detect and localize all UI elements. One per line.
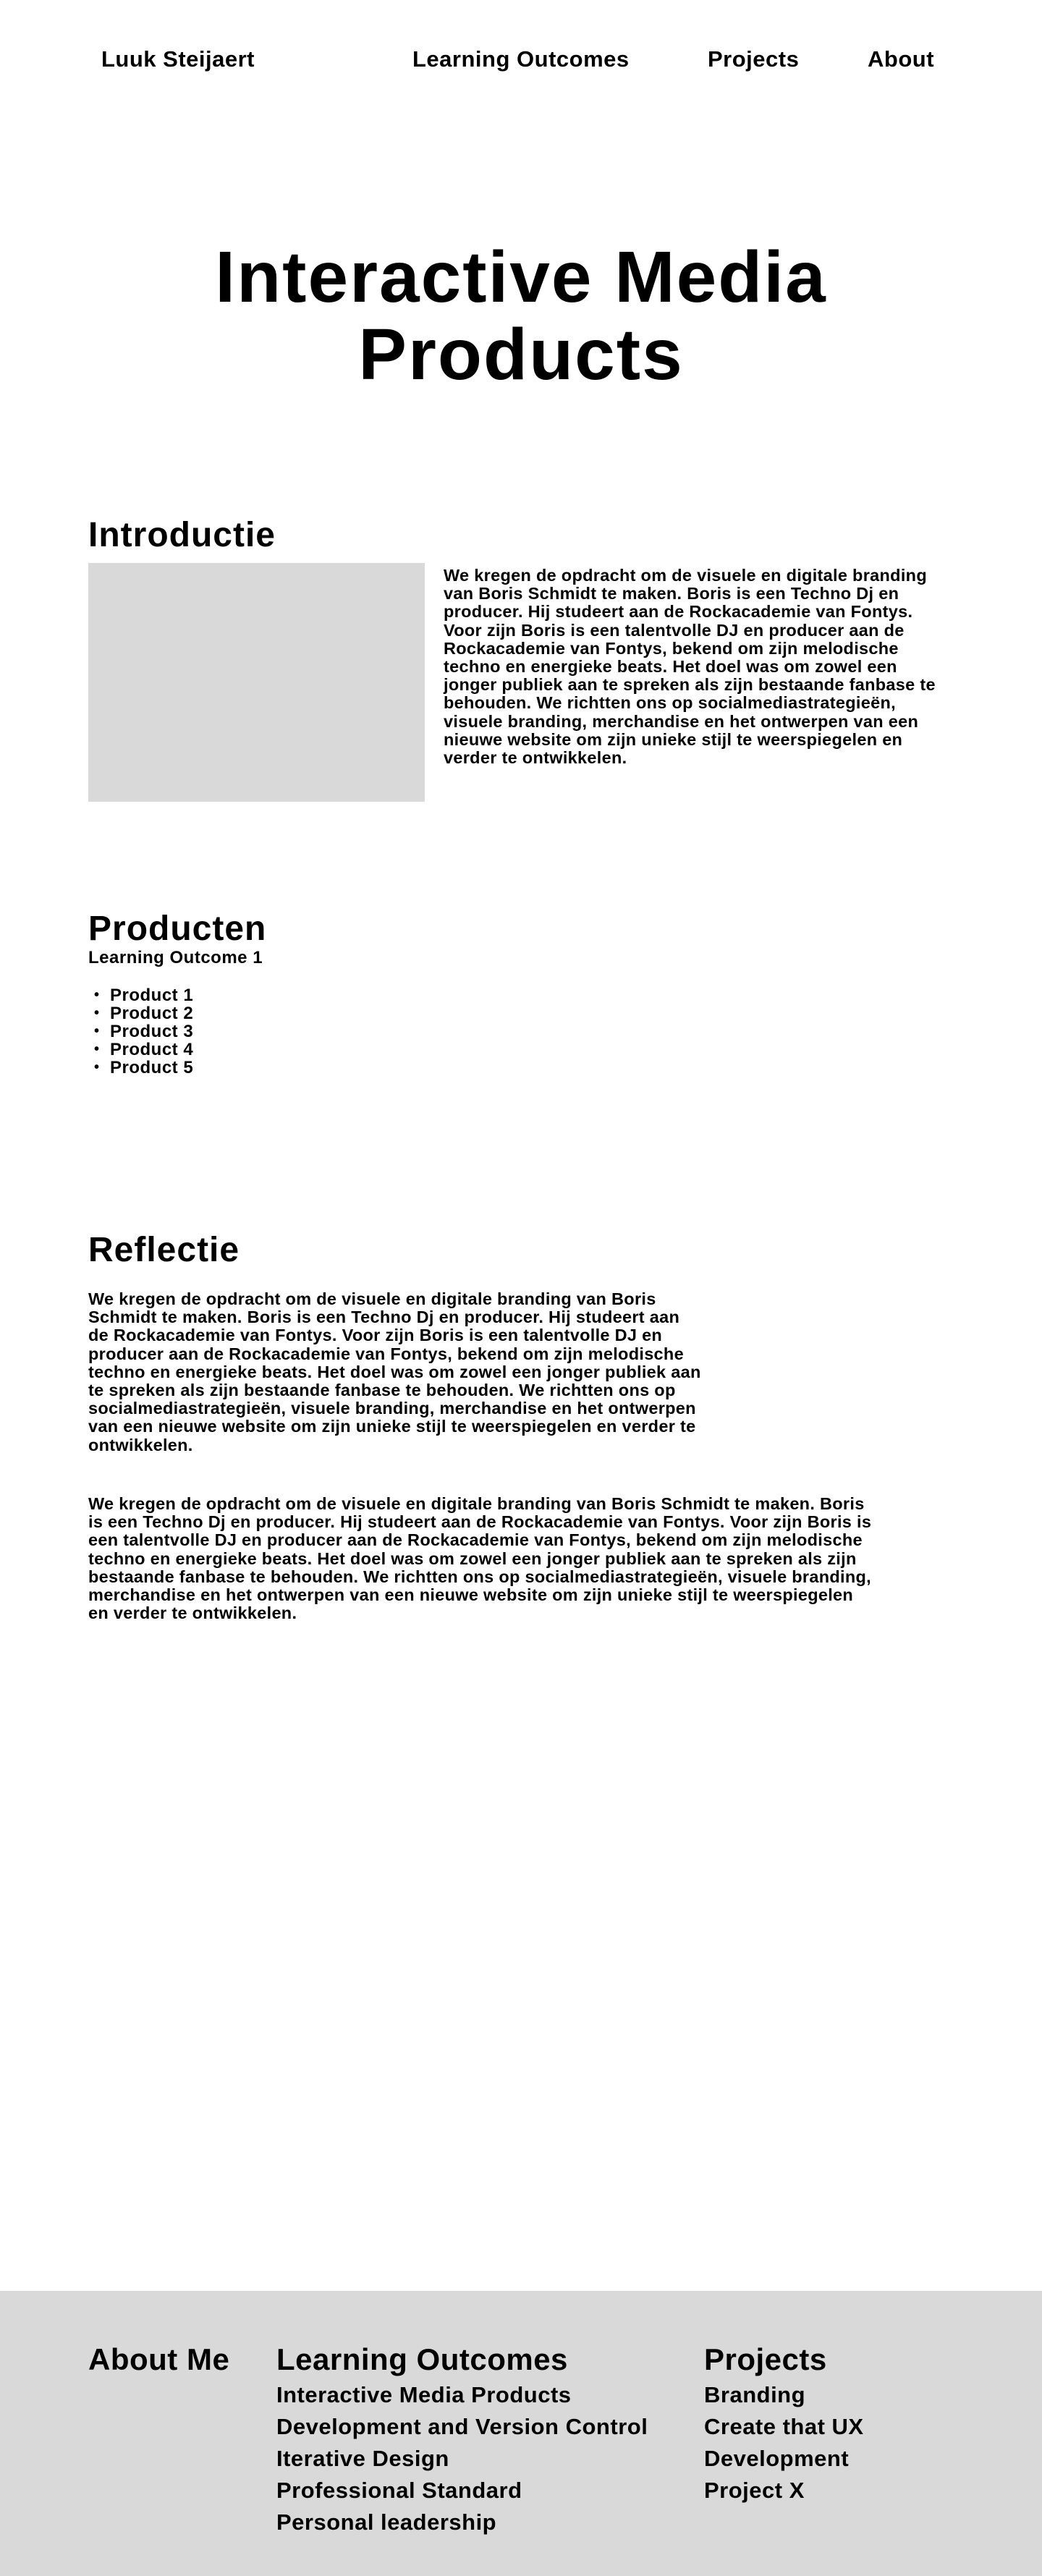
- list-item: [94, 986, 193, 1004]
- footer-about-column: [88, 2342, 229, 2378]
- footer-lo-link-iterative-design[interactable]: Iterative Design: [276, 2446, 449, 2471]
- bullet-icon: •: [94, 987, 100, 1003]
- product-label: Product 2: [110, 1004, 194, 1023]
- bullet-icon: •: [94, 1041, 100, 1057]
- reflection-heading: Reflectie: [88, 1231, 240, 1269]
- page-title-line-1: Interactive Media: [215, 237, 827, 318]
- bullet-icon: •: [94, 1005, 100, 1021]
- learning-outcome-label: Learning Outcome 1: [88, 948, 263, 967]
- product-label: Product 5: [110, 1058, 194, 1077]
- footer-projects-heading[interactable]: Projects: [704, 2342, 827, 2376]
- hero: [0, 239, 1042, 394]
- footer-project-link-create-that-ux[interactable]: Create that UX: [704, 2414, 864, 2439]
- footer-project-link-project-x[interactable]: Project X: [704, 2478, 805, 2503]
- nav-link-about[interactable]: About: [868, 46, 935, 72]
- intro-heading: Introductie: [88, 516, 276, 554]
- footer-learning-outcomes-column: [276, 2342, 648, 2538]
- reflection-paragraph-1: We kregen de opdracht om de visuele en digitale branding van Boris Schmidt te maken. Boris is een Techno Dj en producer. Hij studeert aan de Rockacademie van Fontys. Voor zijn Boris is een talentvolle DJ en producer aan de Rockacademie van Fontys, bekend om zijn melodische techno en energieke beats. Het doel was om zowel een jonger publiek aan te spreken als zijn bestaande fanbase te behouden. We richtten ons op socialmediastrategieën, visuele branding, merchandise en het ontwerpen van een nieuwe website om zijn unieke stijl te weerspiegelen en verder te ontwikkelen.: [88, 1289, 701, 1454]
- product-label: Product 1: [110, 986, 194, 1005]
- brand-link[interactable]: Luuk Steijaert: [101, 46, 255, 72]
- bullet-icon: •: [94, 1059, 100, 1075]
- footer-lo-link-professional-standard[interactable]: Professional Standard: [276, 2478, 522, 2503]
- footer-project-link-branding[interactable]: Branding: [704, 2382, 806, 2407]
- nav-link-projects[interactable]: Projects: [708, 46, 800, 72]
- footer-lo-link-personal-leadership[interactable]: Personal leadership: [276, 2509, 497, 2535]
- product-list: [94, 986, 193, 1077]
- footer-project-link-development[interactable]: Development: [704, 2446, 850, 2471]
- bullet-icon: •: [94, 1023, 100, 1039]
- footer-learning-outcomes-heading[interactable]: Learning Outcomes: [276, 2342, 568, 2376]
- page-title-line-2: Products: [358, 314, 684, 395]
- products-heading: Producten: [88, 910, 267, 948]
- intro-image-placeholder: [88, 563, 425, 802]
- page-title: [0, 239, 1042, 394]
- footer-about-me-link[interactable]: About Me: [88, 2342, 230, 2376]
- reflection-paragraph-2: We kregen de opdracht om de visuele en digitale branding van Boris Schmidt te maken. Boris is een Techno Dj en producer. Hij studeert aan de Rockacademie van Fontys. Voor zijn Boris is een talentvolle DJ en producer aan de Rockacademie van Fontys, bekend om zijn melodische techno en energieke beats. Het doel was om zowel een jonger publiek aan te spreken als zijn bestaande fanbase te behouden. We richtten ons op socialmediastrategieën, visuele branding, merchandise en het ontwerpen van een nieuwe website om zijn unieke stijl te weerspiegelen en verder te ontwikkelen.: [88, 1494, 872, 1623]
- product-label: Product 4: [110, 1040, 194, 1059]
- footer-projects-column: [704, 2342, 864, 2507]
- product-label: Product 3: [110, 1022, 194, 1041]
- list-item: [94, 1059, 193, 1077]
- footer-lo-link-development-version-control[interactable]: Development and Version Control: [276, 2414, 648, 2439]
- nav-link-learning-outcomes[interactable]: Learning Outcomes: [412, 46, 630, 72]
- list-item: [94, 1004, 193, 1022]
- list-item: [94, 1022, 193, 1041]
- list-item: [94, 1041, 193, 1059]
- top-navigation: [0, 0, 1042, 123]
- footer: [0, 2291, 1042, 2576]
- intro-text: We kregen de opdracht om de visuele en digitale branding van Boris Schmidt te maken. Boris is een Techno Dj en producer. Hij studeert aan de Rockacademie van Fontys. Voor zijn Boris is een talentvolle DJ en producer aan de Rockacademie van Fontys, bekend om zijn melodische techno en energieke beats. Het doel was om zowel een jonger publiek aan te spreken als zijn bestaande fanbase te behouden. We richtten ons op socialmediastrategieën, visuele branding, merchandise en het ontwerpen van een nieuwe website om zijn unieke stijl te weerspiegelen en verder te ontwikkelen.: [444, 566, 936, 768]
- footer-lo-link-interactive-media-products[interactable]: Interactive Media Products: [276, 2382, 572, 2407]
